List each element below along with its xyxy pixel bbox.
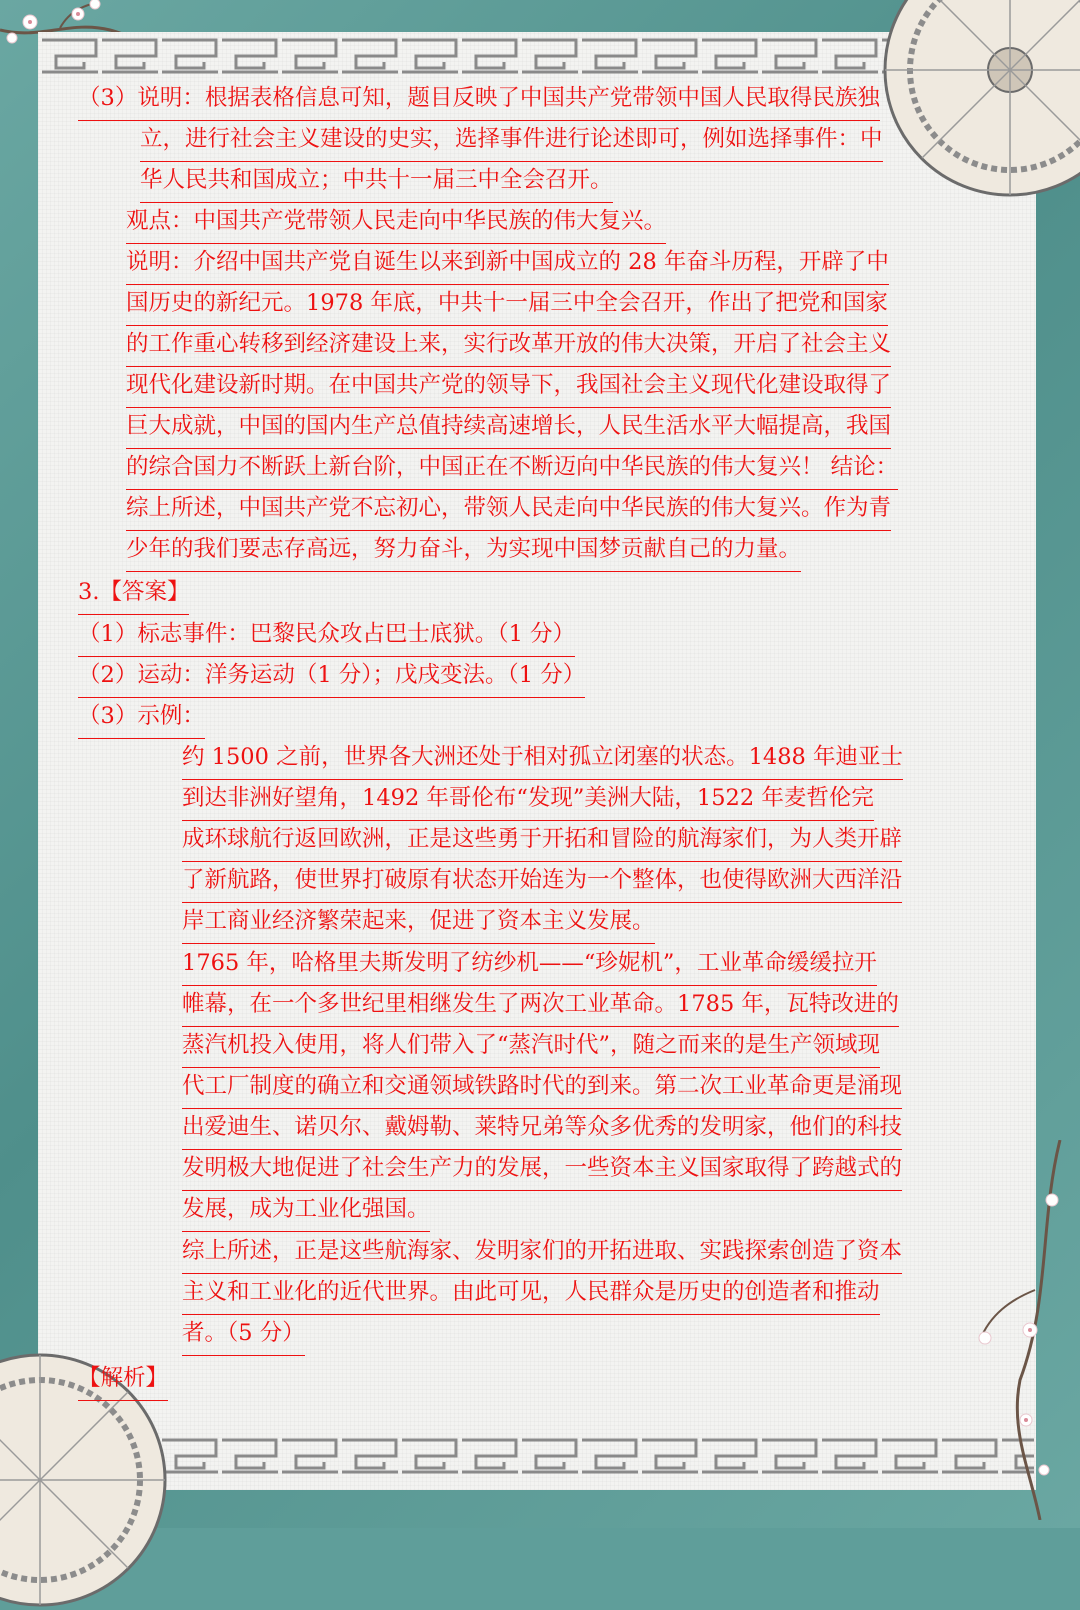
answer-heading: 3.【答案】 bbox=[78, 572, 189, 615]
viewpoint-line: 观点：中国共产党带领人民走向中华民族的伟大复兴。 bbox=[126, 201, 666, 244]
para3-line-2: 主义和工业化的近代世界。由此可见，人民群众是历史的创造者和推动 bbox=[182, 1272, 880, 1315]
analysis-heading: 【解析】 bbox=[78, 1358, 168, 1401]
q3-item2: （2）运动：洋务运动（1 分）；戊戌变法。（1 分） bbox=[78, 655, 585, 698]
explanation-line-4: 现代化建设新时期。在中国共产党的领导下，我国社会主义现代化建设取得了 bbox=[126, 365, 891, 408]
para1-line-2: 到达非洲好望角，1492 年哥伦布“发现”美洲大陆，1522 年麦哲伦完 bbox=[182, 778, 874, 821]
para2-line-3: 蒸汽机投入使用，将人们带入了“蒸汽时代”，随之而来的是生产领域现 bbox=[182, 1025, 880, 1068]
item3-line-2: 立，进行社会主义建设的史实，选择事件进行论述即可，例如选择事件：中 bbox=[140, 119, 883, 162]
explanation-line-3: 的工作重心转移到经济建设上来，实行改革开放的伟大决策，开启了社会主义 bbox=[126, 324, 891, 367]
explanation-line-1: 说明：介绍中国共产党自诞生以来到新中国成立的 28 年奋斗历程，开辟了中 bbox=[126, 242, 889, 285]
para1-line-5: 岸工商业经济繁荣起来，促进了资本主义发展。 bbox=[182, 901, 655, 944]
explanation-line-7: 综上所述，中国共产党不忘初心，带领人民走向中华民族的伟大复兴。作为青 bbox=[126, 488, 891, 531]
para3-line-1: 综上所述，正是这些航海家、发明家们的开拓进取、实践探索创造了资本 bbox=[182, 1231, 902, 1274]
para2-line-2: 帷幕，在一个多世纪里相继发生了两次工业革命。1785 年，瓦特改进的 bbox=[182, 984, 899, 1027]
para1-line-4: 了新航路，使世界打破原有状态开始连为一个整体，也使得欧洲大西洋沿 bbox=[182, 860, 902, 903]
para2-line-4: 代工厂制度的确立和交通领域铁路时代的到来。第二次工业革命更是涌现 bbox=[182, 1066, 902, 1109]
para1-line-3: 成环球航行返回欧洲，正是这些勇于开拓和冒险的航海家们，为人类开辟 bbox=[182, 819, 902, 862]
q3-item3-label: （3）示例： bbox=[78, 696, 205, 739]
explanation-line-8: 少年的我们要志存高远，努力奋斗，为实现中国梦贡献自己的力量。 bbox=[126, 529, 801, 572]
item3-line-1: （3）说明：根据表格信息可知，题目反映了中国共产党带领中国人民取得民族独 bbox=[78, 78, 880, 121]
para1-line-1: 约 1500 之前，世界各大洲还处于相对孤立闭塞的状态。1488 年迪亚士 bbox=[182, 737, 903, 780]
explanation-line-2: 国历史的新纪元。1978 年底，中共十一届三中全会召开，作出了把党和国家 bbox=[126, 283, 888, 326]
explanation-line-6: 的综合国力不断跃上新台阶，中国正在不断迈向中华民族的伟大复兴！ 结论： bbox=[126, 447, 898, 490]
para2-line-1: 1765 年，哈格里夫斯发明了纺纱机——“珍妮机”，工业革命缓缓拉开 bbox=[182, 943, 877, 986]
para2-line-5: 出爱迪生、诺贝尔、戴姆勒、莱特兄弟等众多优秀的发明家，他们的科技 bbox=[182, 1107, 902, 1150]
para3-line-3: 者。（5 分） bbox=[182, 1313, 305, 1356]
para2-line-6: 发明极大地促进了社会生产力的发展，一些资本主义国家取得了跨越式的 bbox=[182, 1148, 902, 1191]
explanation-line-5: 巨大成就，中国的国内生产总值持续高速增长，人民生活水平大幅提高，我国 bbox=[126, 406, 891, 449]
item3-line-3: 华人民共和国成立；中共十一届三中全会召开。 bbox=[140, 160, 613, 203]
q3-item1: （1）标志事件：巴黎民众攻占巴士底狱。（1 分） bbox=[78, 614, 575, 657]
para2-line-7: 发展，成为工业化强国。 bbox=[182, 1189, 430, 1232]
